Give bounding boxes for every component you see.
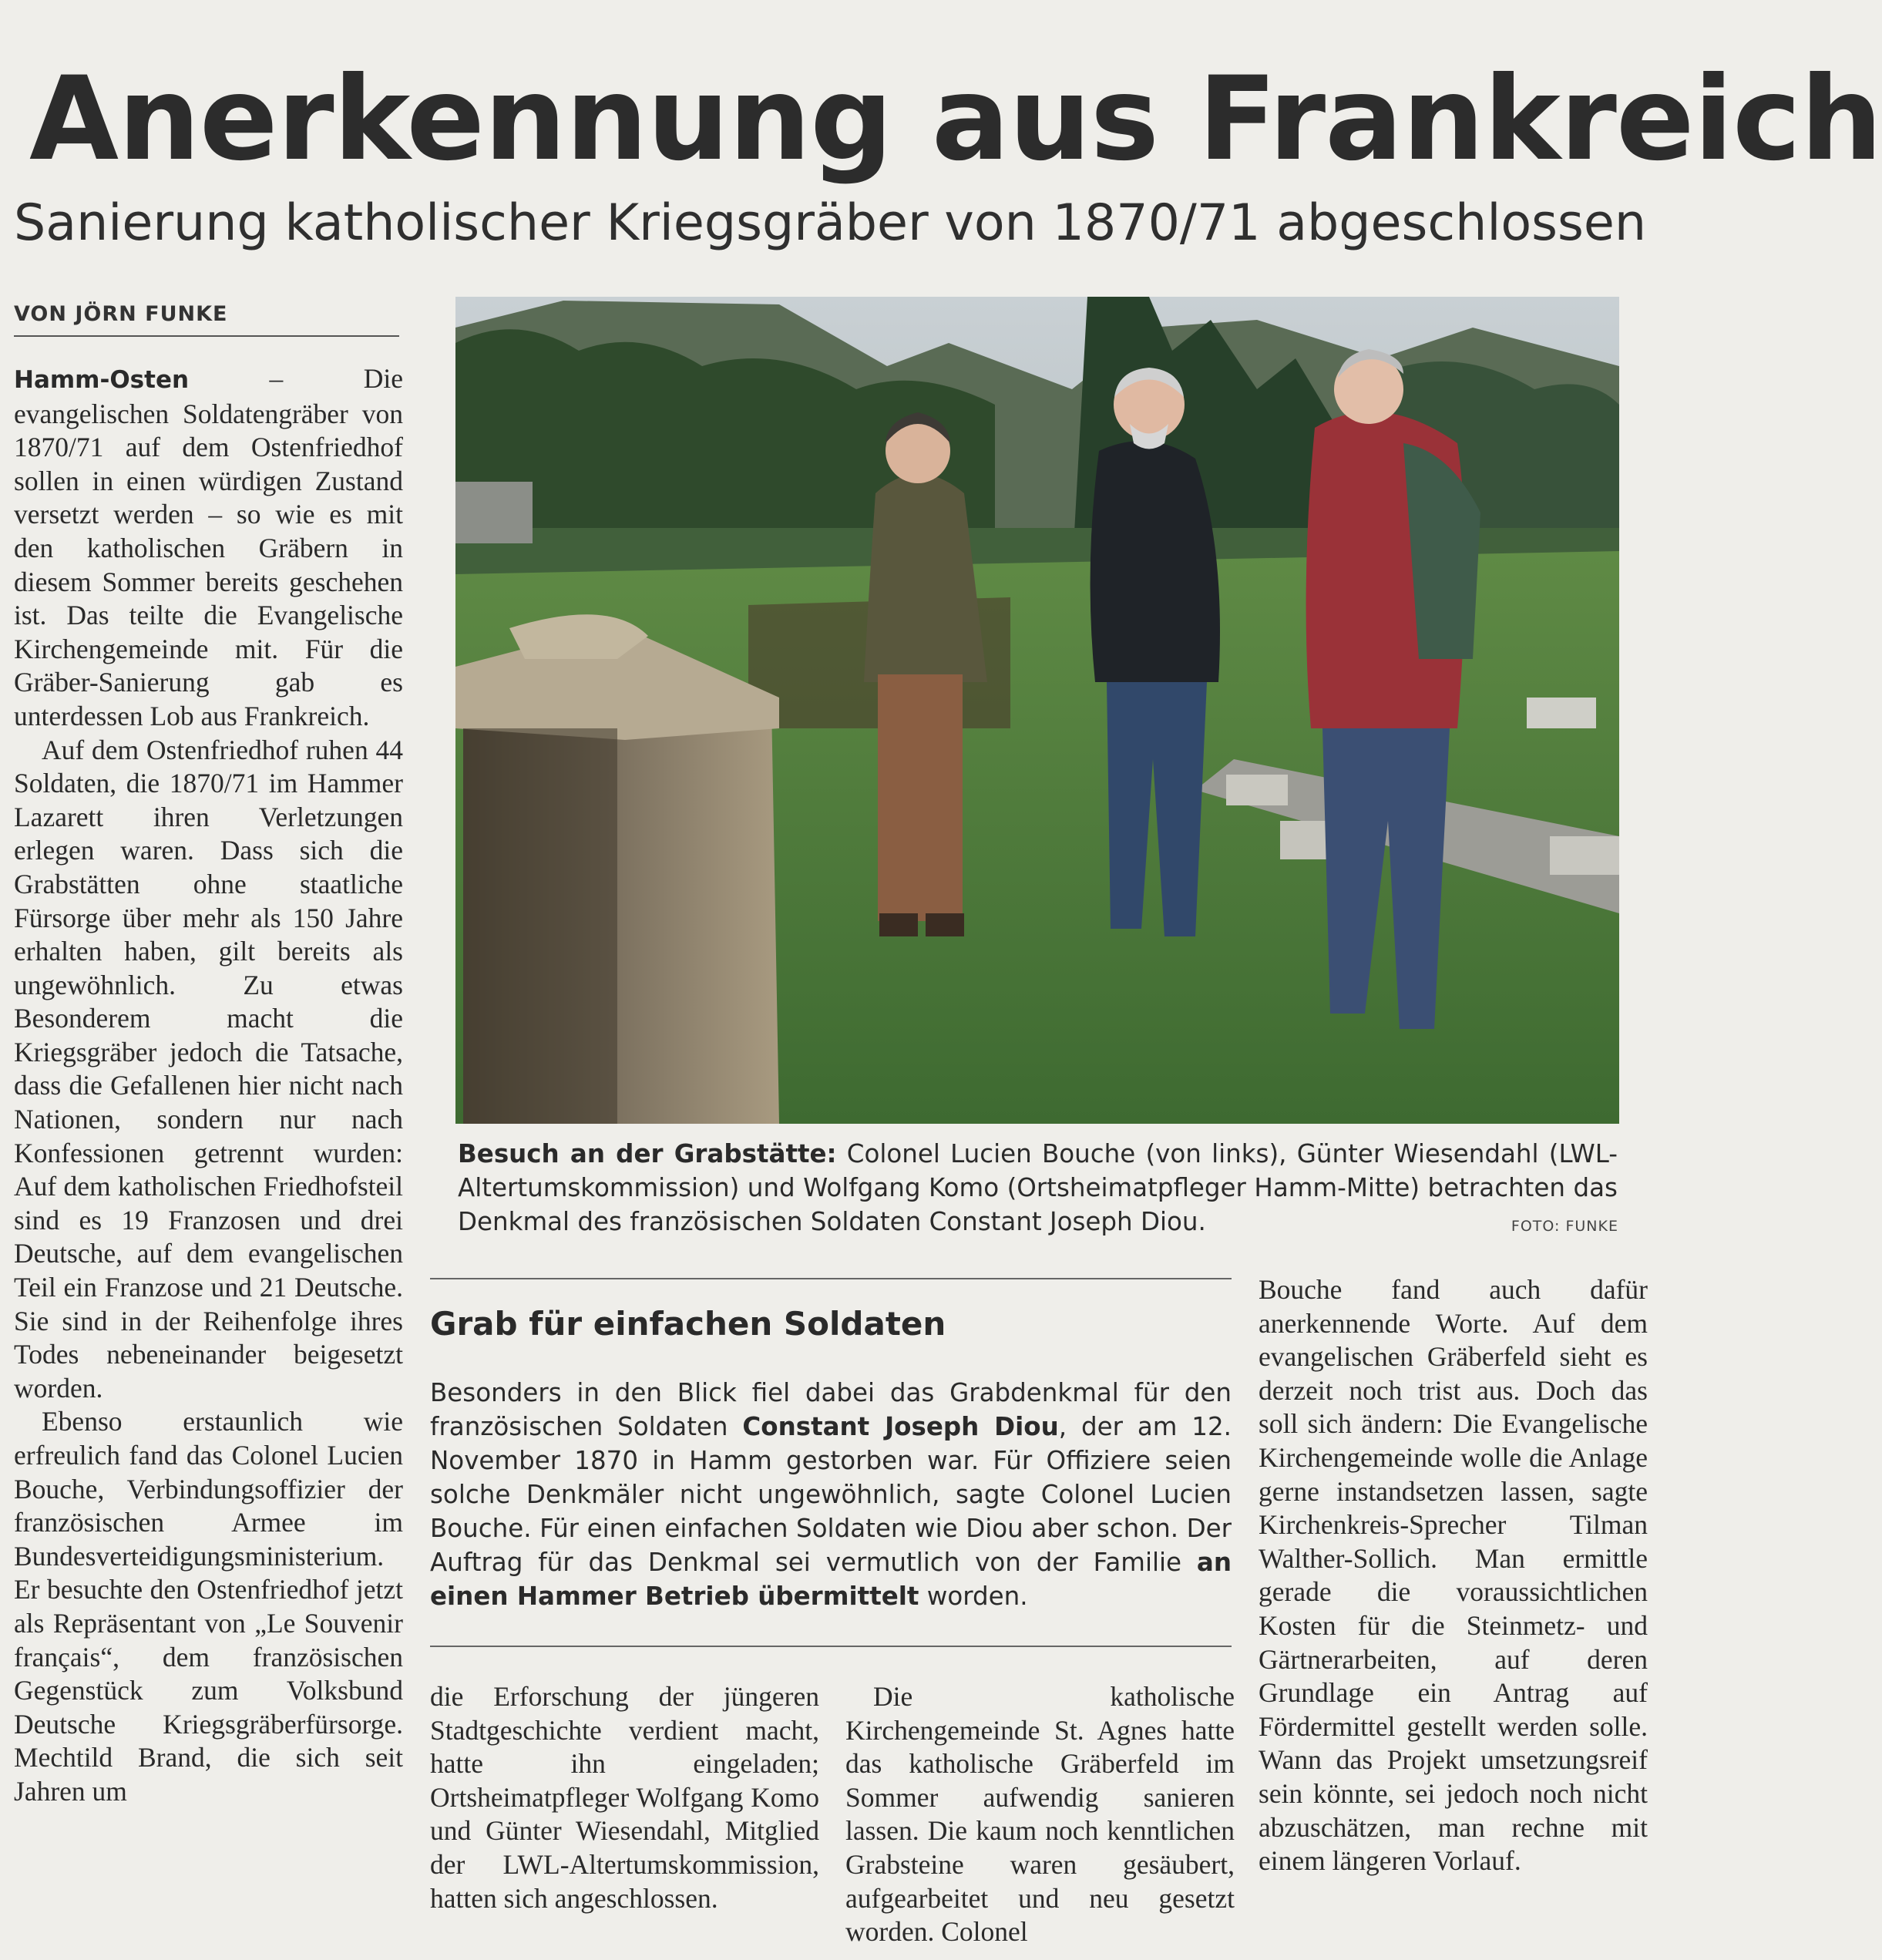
caption-label: Besuch an der Grabstätte: — [458, 1139, 837, 1168]
infobox-text-3: worden. — [919, 1582, 1028, 1611]
infobox-bold-phrase: an einen Hammer Betrieb übermittelt — [430, 1548, 1232, 1611]
photo-illustration — [455, 297, 1619, 1124]
paragraph: Die katholische Kirchengemeinde St. Agnes hatte das katholische Gräberfeld im Sommer aufwendig sanieren lassen. Die kaum noch kenntlichen Grabsteine waren gesäubert, aufgearbeitet und neu gesetzt worden. Colonel — [845, 1681, 1235, 1948]
monument — [455, 614, 779, 1124]
photo-caption — [458, 1137, 1618, 1239]
byline: VON JÖRN FUNKE — [14, 302, 399, 337]
article-column-4 — [1259, 1273, 1648, 1878]
infobox-title: Grab für einfachen Soldaten — [430, 1305, 946, 1343]
cemetery-photo — [455, 297, 1619, 1124]
article-column-1 — [14, 362, 403, 1809]
paragraph: die Erforschung der jüngeren Stadtgeschichte verdient macht, hatte ihn eingeladen; Ortsheimatpfleger Wolfgang Komo und Günter Wiesendahl, Mitglied der LWL-Altertumskommission, hatten sich angeschlossen. — [430, 1681, 819, 1914]
dateline: Hamm-Osten — [14, 366, 190, 394]
paragraph — [14, 362, 403, 734]
paragraph: Bouche fand auch dafür anerkennende Worte. Auf dem evangelischen Gräberfeld sieht es derzeit noch trist aus. Doch das soll sich ändern: Die Evangelische Kirchengemeinde wolle die Anlage gerne instandsetzen lassen, sagte Kirchenkreis-Sprecher Tilman Walther-Sollich. Man ermittle gerade die voraussichtlichen Kosten für die Steinmetz- und Gärtnerarbeiten, auf deren Grundlage ein Antrag auf Fördermittel gestellt werden solle. Wann das Projekt umsetzungsreif sein könnte, sei jedoch noch nicht abzuschätzen, man rechne mit einem längeren Vorlauf. — [1259, 1274, 1648, 1877]
infobox-text-1: Besonders in den Blick fiel dabei das Grabdenkmal für den französischen Soldaten — [430, 1378, 1232, 1441]
article-column-3 — [845, 1680, 1235, 1949]
infobox-bold-name: Constant Joseph Diou — [742, 1412, 1059, 1441]
divider — [430, 1646, 1232, 1647]
article-column-2 — [430, 1680, 819, 1915]
caption-text: Colonel Lucien Bouche (von links), Günter Wiesendahl (LWL-Altertumskommission) und Wolfgang Komo (Ortsheimatpfleger Hamm-Mitte) betrachten das Denkmal des französischen Soldaten Constant Joseph Diou. — [458, 1139, 1618, 1236]
infobox-text — [430, 1376, 1232, 1613]
paragraph-text: – Die evangelischen Soldatengräber von 1870/71 auf dem Ostenfriedhof sollen in einen würdigen Zustand versetzt werden – so wie es mit den katholischen Gräbern in diesem Sommer bereits geschehen ist. Das teilte die Evangelische Kirchengemeinde mit. Für die Gräber-Sanierung gab es unterdessen Lob aus Frankreich. — [14, 363, 403, 731]
photo-credit: FOTO: FUNKE — [1511, 1218, 1618, 1235]
divider — [430, 1278, 1232, 1279]
infobox-text-2: , der am 12. November 1870 in Hamm gestorben war. Für Offiziere seien solche Denkmäler nicht ungewöhnlich, sagte Colonel Lucien Bouche. Für einen einfachen Soldaten wie Diou aber schon. Der Auftrag für das Denkmal sei vermutlich von der Familie — [430, 1412, 1232, 1577]
paragraph: Auf dem Ostenfriedhof ruhen 44 Soldaten, die 1870/71 im Hammer Lazarett ihren Verletzungen erlegen waren. Dass sich die Grabstätten ohne staatliche Fürsorge über mehr als 150 Jahre erhalten haben, gilt bereits als ungewöhnlich. Zu etwas Besonderem macht die Kriegsgräber jedoch die Tatsache, dass die Gefallenen hier nicht nach Nationen, sondern nur nach Konfessionen getrennt wurden: Auf dem katholischen Friedhofsteil sind es 19 Franzosen und drei Deutsche, auf dem evangelischen Teil ein Franzose und 21 Deutsche. Sie sind in der Reihenfolge ihres Todes nebeneinander beigesetzt worden. — [14, 734, 403, 1404]
subheadline: Sanierung katholischer Kriegsgräber von 1870/71 abgeschlossen — [14, 194, 1647, 252]
paragraph: Ebenso erstaunlich wie erfreulich fand das Colonel Lucien Bouche, Verbindungsoffizier der französischen Armee im Bundesverteidigungsministerium. Er besuchte den Ostenfriedhof jetzt als Repräsentant von „Le Souvenir français“, dem französischen Gegenstück zum Volksbund Deutsche Kriegsgräberfürsorge. Mechtild Brand, die sich seit Jahren um — [14, 1406, 403, 1807]
headline: Anerkennung aus Frankreich — [29, 52, 1882, 187]
